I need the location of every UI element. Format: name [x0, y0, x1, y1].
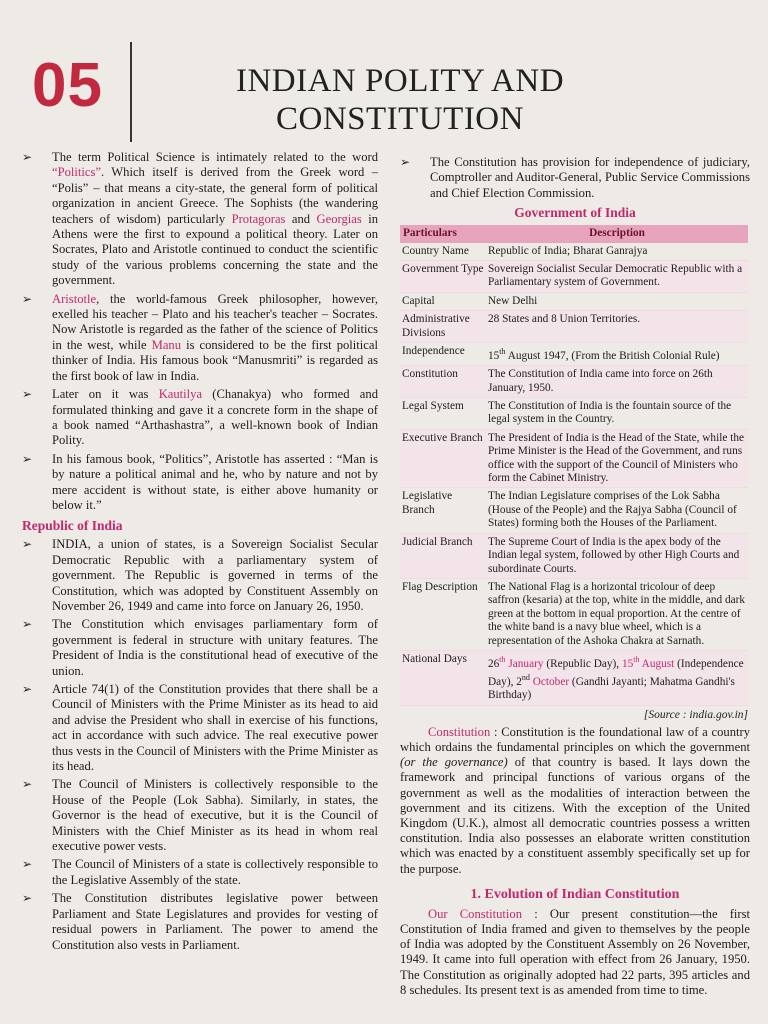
table-cell-description — [486, 366, 748, 398]
table-cell-particular: National Days — [400, 650, 486, 705]
highlighted-term: “Politics” — [52, 165, 101, 180]
table-row — [400, 650, 748, 705]
table-row — [400, 343, 748, 366]
text-run: Later on it was — [52, 387, 159, 402]
text-run: , the world-famous Greek philosopher, however, exelled his teacher – Plato and his teacher's teacher – Socrates. Now Aristotle is regarded as the father of the science of Politics in the west, while — [52, 291, 378, 352]
chapter-title — [185, 62, 615, 138]
table-cell-particular: Constitution — [400, 366, 486, 398]
table-row — [400, 292, 748, 310]
government-of-india-table — [400, 225, 748, 705]
bullet-text — [52, 617, 378, 677]
arrow-bullet-icon: ➢ — [22, 291, 33, 306]
text-run: The Indian Legislature comprises of the Lok Sabha (House of the People) and the Rajya Sabha (Council of States) forming both the Houses of the Parliament. — [488, 490, 737, 530]
text-run: in Athens were the first to expound a political theory. Later on Socrates, Plato and Aristotle continued to conduct the scientific study of the various problems concerning the state and the government. — [52, 211, 378, 288]
table-cell-particular: Executive Branch — [400, 429, 486, 488]
highlighted-term: th — [633, 654, 640, 664]
bullet-text: The Constitution has provision for independence of judiciary, Comptroller and Auditor-General, Public Service Commissions and Chief Election Commission. — [430, 155, 750, 200]
bullet-point — [22, 387, 378, 449]
text-run: nd — [521, 673, 530, 683]
table-row — [400, 578, 748, 650]
table-header-row — [400, 225, 748, 242]
text-run: In his famous book, “Politics”, Aristotle has asserted : “Man is by nature a political animal and he, who by nature and not by mere accident is without state, is either above humanity or below it.” — [52, 451, 378, 512]
highlighted-term: Aristotle — [52, 291, 97, 306]
arrow-bullet-icon: ➢ — [22, 387, 33, 402]
table-cell-description — [486, 533, 748, 578]
text-run: 2 — [516, 675, 522, 688]
table-header-particulars: Particulars — [400, 225, 486, 242]
table-row — [400, 488, 748, 533]
text-run: of that country is based. It lays down the framework and principal functions of various organs of the government as well as the modalities of interaction between the government and its citizens. With the exception of the United Kingdom (U.K.), almost all democratic countries possess a written constitution. India also possesses an elaborate written constitution which was enacted by a constituent assembly specifically set up for the purpose. — [400, 755, 750, 876]
bullet-text — [52, 292, 378, 383]
republic-bullets — [22, 537, 378, 953]
highlighted-term: Georgias — [316, 211, 362, 226]
table-cell-particular: Independence — [400, 343, 486, 366]
arrow-bullet-icon: ➢ — [22, 537, 33, 552]
table-cell-description — [486, 311, 748, 343]
text-run: The Constitution of India is the fountain source of the legal system in the Country. — [488, 400, 732, 426]
chapter-divider — [130, 42, 132, 142]
table-cell-particular: Judicial Branch — [400, 533, 486, 578]
table-body — [400, 243, 748, 706]
bullet-text — [52, 857, 378, 886]
text-run: (Gandhi Jayanti; Mahatma Gandhi's Birthday) — [488, 675, 735, 702]
text-run: The President of India is the Head of the State, while the Prime Minister is the Head of the Government, and runs office with the support of the Council of Ministers who form the Cabinet Ministry. — [488, 431, 744, 485]
bullet-point — [22, 777, 378, 854]
table-title: Government of India — [514, 205, 636, 221]
text-run: . Which itself is derived from the Greek word – “Polis” – that means a city-state, the general form of political organization in ancient Greece. The Sophists (the wandering teachers of wisdom) particularly — [52, 165, 378, 226]
table-cell-description — [486, 398, 748, 430]
arrow-bullet-icon: ➢ — [22, 857, 33, 872]
text-run: (Chanakya) who formed and formulated thinking and gave it a concrete form in the shape of a book named “Arthashastra”, a well-known book of Indian Polity. — [52, 387, 378, 448]
table-cell-particular: Country Name — [400, 243, 486, 261]
table-cell-particular: Capital — [400, 292, 486, 310]
text-run: 15 — [488, 349, 500, 362]
table-header-description: Description — [486, 225, 748, 242]
text-run: : Constitution is the foundational law of a country which ordains the fundamental principles on which the government — [400, 724, 750, 754]
table-row — [400, 398, 748, 430]
bullet-text — [52, 537, 378, 613]
arrow-bullet-icon: ➢ — [400, 155, 411, 169]
bullet-point — [22, 452, 378, 514]
text-run: August 1947, (From the British Colonial Rule) — [505, 349, 720, 362]
text-run: Republic of India; Bharat Ganrajya — [488, 244, 648, 257]
bullet-text — [52, 777, 378, 853]
bullet-point — [22, 891, 378, 953]
bullet-text — [52, 452, 378, 512]
text-run: (Independence Day), — [488, 657, 744, 688]
text-run: The Council of Ministers is collectively responsible to the House of the People (Lok Sabha). Similarly, in states, the Governor is the head of executive, but it is the Council of Ministers with the Chief Minister as its head in whom real executive power vests. — [52, 777, 378, 854]
text-run: Sovereign Socialist Secular Democratic Republic with a Parliamentary system of Government. — [488, 263, 743, 289]
bullet-point — [22, 682, 378, 774]
highlighted-term: Constitution — [428, 724, 491, 739]
text-run: : Our present constitution—the first Constitution of India framed and given to themselves by the people of India was adopted by the Constituent Assembly on 26 November, 1949. It came into full operation with effect from 26 January, 1950. The Constitution as originally adopted had 22 parts, 395 articles and 8 schedules. Its present text is as amended from time to time. — [400, 906, 750, 997]
highlighted-term: th — [499, 654, 506, 664]
bullet-point — [22, 537, 378, 614]
text-run: Article 74(1) of the Constitution provides that there shall be a Council of Ministers with the Prime Minister as its head to aid and advise the President who shall in exercise of his functions, act in accordance with such advice. The real executive power thus vests in the Council of Ministers with the Prime Minister as its head. — [52, 682, 378, 774]
table-cell-particular: Legislative Branch — [400, 488, 486, 533]
table-cell-description — [486, 429, 748, 488]
text-run: (or the governance) — [400, 755, 508, 770]
table-row — [400, 533, 748, 578]
text-run: (Republic Day), — [543, 657, 622, 670]
bullet-point — [22, 150, 378, 289]
bullet-text — [52, 682, 378, 773]
table-row — [400, 311, 748, 343]
table-row — [400, 429, 748, 488]
section-heading-republic: Republic of India — [22, 518, 123, 534]
table-cell-description — [486, 578, 748, 650]
bullet-point — [22, 857, 378, 888]
highlighted-term: August — [639, 657, 675, 670]
arrow-bullet-icon: ➢ — [22, 617, 33, 632]
intro-bullets — [22, 150, 378, 513]
chapter-title-line2: CONSTITUTION — [276, 101, 524, 137]
highlighted-term: Kautilya — [158, 387, 203, 402]
bullet-text — [52, 891, 378, 951]
text-run: and — [285, 211, 317, 226]
highlighted-term: Protagoras — [231, 211, 286, 226]
bullet-text — [52, 150, 378, 287]
highlighted-term: Our Constitution — [428, 906, 523, 921]
arrow-bullet-icon: ➢ — [22, 451, 33, 466]
table-cell-description — [486, 488, 748, 533]
text-run: New Delhi — [488, 294, 538, 307]
left-column — [22, 150, 378, 956]
text-run: 26 — [488, 657, 500, 670]
table-cell-description — [486, 261, 748, 293]
highlighted-term: October — [529, 675, 570, 688]
table-row — [400, 243, 748, 261]
text-run: The Council of Ministers of a state is collectively responsible to the Legislative Assembly of the state. — [52, 857, 378, 887]
text-run: th — [499, 347, 506, 357]
constitution-paragraph — [400, 725, 750, 877]
table-source: [Source : india.gov.in] — [643, 708, 748, 721]
text-run: The National Flag is a horizontal tricolour of deep saffron (kesaria) at the top, white in the middle, and dark green at the bottom in equal proportion. At the centre of the white band is a navy blue wheel, which is a representation of the Ashoka Chakra at Sarnath. — [488, 580, 746, 647]
table-cell-description — [486, 292, 748, 310]
bullet-point — [22, 617, 378, 679]
text-run: The term Political Science is intimately related to the word — [52, 150, 378, 164]
table-row — [400, 261, 748, 293]
table-cell-description — [486, 343, 748, 366]
highlighted-term: January — [505, 657, 544, 670]
text-run: The Constitution distributes legislative power between Parliament and State Legislatures and provides for vesting of residual powers in Parliament. The power to amend the Constitution also vests in Parliament. — [52, 891, 378, 952]
chapter-number: 05 — [32, 51, 103, 120]
text-run: is considered to be the first political thinker of India. His famous book “Manusmriti” is regarded as the first book of law in India. — [52, 337, 378, 383]
evolution-heading: 1. Evolution of Indian Constitution — [470, 886, 680, 902]
arrow-bullet-icon: ➢ — [22, 777, 33, 792]
table-cell-particular: Legal System — [400, 398, 486, 430]
text-run: 28 States and 8 Union Territories. — [488, 313, 641, 326]
table-row — [400, 366, 748, 398]
arrow-bullet-icon: ➢ — [22, 682, 33, 696]
table-cell-particular: Administrative Divisions — [400, 311, 486, 343]
text-run: The Constitution which envisages parliamentary form of government is federal in structure with unitary features. The President of India is the constitutional head of executive of the union. — [52, 617, 378, 678]
bullet-point — [22, 292, 378, 384]
highlighted-term: Manu — [151, 337, 182, 352]
table-cell-particular: Government Type — [400, 261, 486, 293]
arrow-bullet-icon: ➢ — [22, 891, 33, 906]
evolution-paragraph — [400, 907, 750, 998]
right-column — [400, 155, 750, 998]
bullet-text — [52, 387, 378, 447]
chapter-title-line1: INDIAN POLITY AND — [235, 63, 565, 99]
bullet-point — [400, 155, 750, 201]
text-run: INDIA, a union of states, is a Sovereign Socialist Secular Democratic Republic with a parliamentary system of government. The Republic is governed in terms of the Constitution, which was adopted by Constituent Assembly on November 26, 1949 and came into force on January 26, 1950. — [52, 537, 378, 613]
arrow-bullet-icon: ➢ — [22, 150, 33, 164]
table-cell-particular: Flag Description — [400, 578, 486, 650]
table-cell-description — [486, 650, 748, 705]
text-run: The Constitution of India came into force on 26th January, 1950. — [488, 368, 713, 394]
highlighted-term: 15 — [621, 657, 634, 670]
text-run: The Supreme Court of India is the apex body of the Indian legal system, followed by other High Courts and subordinate Courts. — [488, 535, 740, 575]
table-cell-description — [486, 243, 748, 261]
